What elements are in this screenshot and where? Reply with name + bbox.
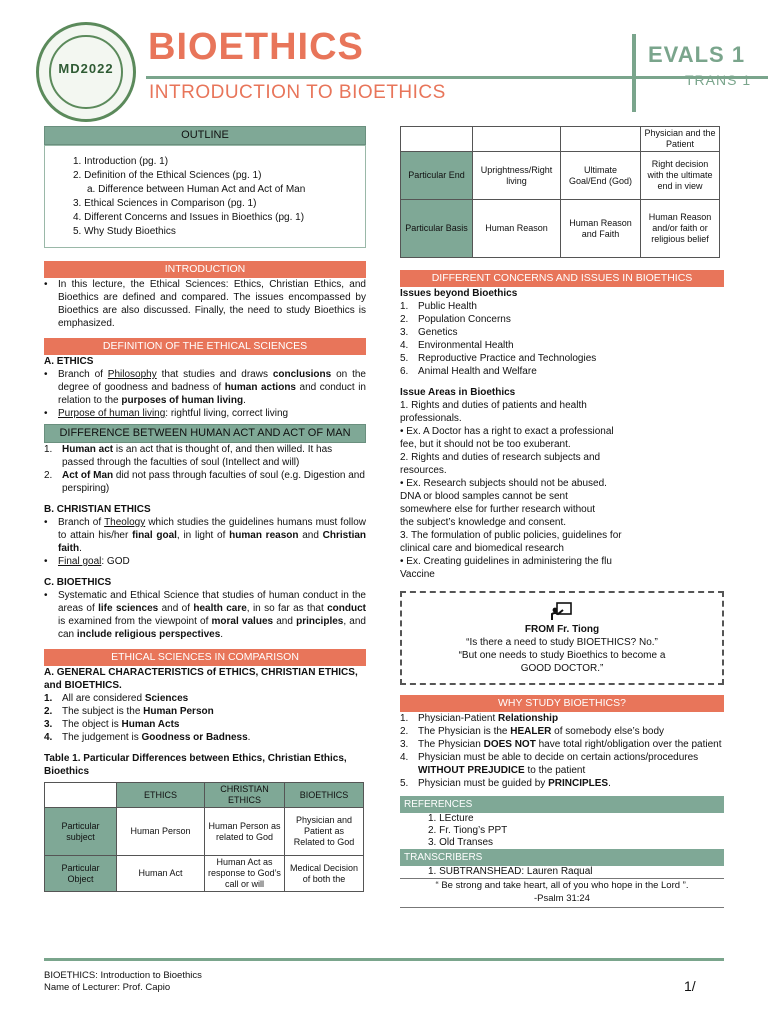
why-heading: WHY STUDY BIOETHICS? bbox=[400, 695, 724, 712]
issue-item: 6. Animal Health and Welfare bbox=[400, 366, 537, 377]
difference-item: 2. Act of Man did not pass through faculties of soul (e.g. Digestion and perspiring) bbox=[44, 470, 365, 494]
list-text: Physician must be able to decide on certain actions/procedures WITHOUT PREJUDICE to the patient bbox=[418, 752, 699, 776]
list-text: The subject is the Human Person bbox=[62, 706, 214, 717]
list-item bbox=[400, 712, 724, 725]
trans-label: TRANS 1 bbox=[685, 72, 752, 88]
table-cell: Medical Decision of both the bbox=[285, 856, 364, 892]
header-divider bbox=[146, 76, 768, 79]
issue-area-line: professionals. bbox=[400, 413, 462, 424]
table-row bbox=[401, 152, 720, 200]
md2022-logo bbox=[36, 22, 136, 122]
list-number: 3. bbox=[44, 719, 53, 730]
list-text: The object is Human Acts bbox=[62, 719, 180, 730]
outline-heading: OUTLINE bbox=[44, 126, 366, 145]
footer-lecturer: Name of Lecturer: Prof. Capio bbox=[44, 982, 171, 993]
issue-area-line: fee, but it should not be too exuberant. bbox=[400, 439, 571, 450]
right-column bbox=[400, 126, 724, 908]
list-item bbox=[44, 718, 366, 731]
list-text: All are considered Sciences bbox=[62, 693, 189, 704]
verse: “ Be strong and take heart, all of you who hope in the Lord ”. bbox=[400, 878, 724, 892]
issue-areas-label: Issue Areas in Bioethics bbox=[400, 387, 516, 398]
outline-item: 2. Definition of the Ethical Sciences (pg. 1) bbox=[73, 170, 262, 181]
table-caption: Table 1. Particular Differences between Ethics, Christian Ethics, Bioethics bbox=[44, 753, 347, 777]
references-section bbox=[400, 796, 724, 908]
transcribers-heading: TRANSCRIBERS bbox=[400, 849, 724, 866]
issue-area-line: • Ex. Research subjects should not be abused. bbox=[400, 478, 607, 489]
outline-item: a. Difference between Human Act and Act of Man bbox=[87, 184, 306, 195]
comparison-table-continued bbox=[400, 126, 720, 258]
transcriber-item: 1. SUBTRANSHEAD: Lauren Raqual bbox=[428, 866, 593, 877]
list-item bbox=[44, 705, 366, 718]
list-item bbox=[44, 692, 366, 705]
list-text: The Physician is the HEALER of somebody else’s body bbox=[418, 726, 665, 737]
table-header-row bbox=[45, 783, 364, 808]
table-cell: Physician and Patient as Related to God bbox=[285, 808, 364, 856]
introduction-paragraph: • In this lecture, the Ethical Sciences: Ethics, Christian Ethics, and Bioethics are defined and compared. The issues encompassed by Bioethics are also discussed. Finally, the need to study Bioethics is emphasized. bbox=[44, 279, 366, 329]
table-cell: Ultimate Goal/End (God) bbox=[561, 152, 641, 200]
header-vertical-divider bbox=[632, 34, 636, 112]
issue-item: 5. Reproductive Practice and Technologies bbox=[400, 353, 597, 364]
list-number: 2. bbox=[400, 726, 409, 737]
ethics-label: A. ETHICS bbox=[44, 356, 94, 367]
christian-ethics-bullet: • Branch of Theology which studies the guidelines humans must follow to attain his/her final goal, in light of human reason and Christian faith. bbox=[44, 517, 367, 554]
table-row bbox=[45, 856, 364, 892]
issue-area-line: Vaccine bbox=[400, 569, 435, 580]
list-number: 3. bbox=[400, 739, 409, 750]
list-number: 4. bbox=[44, 732, 53, 743]
footer-divider bbox=[44, 958, 724, 961]
list-item bbox=[400, 751, 724, 777]
list-item bbox=[400, 725, 724, 738]
table-row bbox=[401, 200, 720, 258]
why-list bbox=[400, 712, 724, 790]
footer bbox=[44, 970, 202, 994]
ethics-bullet: • Branch of Philosophy that studies and draws conclusions on the degree of goodness and badness of human actions and conduct in relation to the purposes of human living. bbox=[44, 369, 366, 406]
table-cell: Uprightness/Right living bbox=[473, 152, 561, 200]
quote-box bbox=[400, 591, 724, 685]
bioethics-bullet: • Systematic and Ethical Science that studies of human conduct in the areas of life sciences and of health care, in so far as that conduct is examined from the viewpoint of moral values and principles, and can include religious perspectives. bbox=[44, 590, 366, 640]
concerns-heading: DIFFERENT CONCERNS AND ISSUES IN BIOETHICS bbox=[400, 270, 724, 287]
reference-item: 2. Fr. Tiong’s PPT bbox=[428, 825, 508, 836]
final-goal-bullet: • Final goal: GOD bbox=[44, 556, 130, 567]
table-row bbox=[45, 808, 364, 856]
issue-item: 4. Environmental Health bbox=[400, 340, 514, 351]
table-row-header: Particular Object bbox=[45, 856, 117, 892]
introduction-heading: INTRODUCTION bbox=[44, 261, 366, 278]
issue-areas-list bbox=[400, 399, 724, 581]
list-number: 1. bbox=[44, 693, 53, 704]
issues-beyond-list bbox=[400, 300, 724, 378]
list-number: 2. bbox=[44, 706, 53, 717]
definition-heading: DEFINITION OF THE ETHICAL SCIENCES bbox=[44, 338, 366, 355]
issue-area-line: • Ex. A Doctor has a right to exact a professional bbox=[400, 426, 614, 437]
difference-heading: DIFFERENCE BETWEEN HUMAN ACT AND ACT OF MAN bbox=[44, 424, 366, 443]
table-cell: Human Reason bbox=[473, 200, 561, 258]
issue-area-line: the subject’s knowledge and consent. bbox=[400, 517, 567, 528]
outline-item: 1. Introduction (pg. 1) bbox=[73, 156, 169, 167]
table-cell: Human Reason and/or faith or religious belief bbox=[641, 200, 720, 258]
issues-beyond-label: Issues beyond Bioethics bbox=[400, 288, 518, 299]
reference-item: 1. LEcture bbox=[428, 813, 474, 824]
table-header-cell: CHRISTIAN ETHICS bbox=[205, 783, 285, 808]
table-cell: Physician and the Patient bbox=[641, 127, 720, 152]
quote-source: FROM Fr. Tiong bbox=[524, 624, 600, 635]
bioethics-label: C. BIOETHICS bbox=[44, 577, 112, 588]
logo-text: MD2022 bbox=[58, 61, 114, 76]
table-row bbox=[401, 127, 720, 152]
table-cell: Human Person bbox=[117, 808, 205, 856]
table-row-header: Particular subject bbox=[45, 808, 117, 856]
quote-line: “But one needs to study Bioethics to become a GOOD DOCTOR.” bbox=[458, 650, 666, 674]
issue-item: 1. Public Health bbox=[400, 301, 477, 312]
page-title: BIOETHICS bbox=[148, 26, 364, 68]
general-characteristics-list bbox=[44, 692, 366, 744]
issue-item: 2. Population Concerns bbox=[400, 314, 511, 325]
page-header bbox=[0, 0, 768, 120]
person-icon bbox=[412, 601, 712, 623]
table-row-header: Particular End bbox=[401, 152, 473, 200]
list-item bbox=[400, 738, 724, 751]
issue-area-line: somewhere else for further research without bbox=[400, 504, 596, 515]
issue-item: 3. Genetics bbox=[400, 327, 458, 338]
table-cell: Human Act as response to God’s call or will bbox=[205, 856, 285, 892]
ethics-purpose-bullet: • Purpose of human living: rightful living, correct living bbox=[44, 408, 289, 419]
references-heading: REFERENCES bbox=[400, 796, 724, 813]
page-number: 1/ bbox=[684, 978, 696, 994]
issue-area-line: 2. Rights and duties of research subjects and bbox=[400, 452, 601, 463]
list-item bbox=[400, 777, 724, 790]
issue-area-line: 3. The formulation of public policies, guidelines for bbox=[400, 530, 622, 541]
table-cell: Human Act bbox=[117, 856, 205, 892]
table-cell: Human Person as related to God bbox=[205, 808, 285, 856]
table-row-header: Particular Basis bbox=[401, 200, 473, 258]
issue-area-line: clinical care and biomedical research bbox=[400, 543, 564, 554]
list-item bbox=[44, 731, 366, 744]
page-subtitle: INTRODUCTION TO BIOETHICS bbox=[149, 82, 446, 103]
left-column bbox=[44, 126, 366, 892]
list-number: 4. bbox=[400, 752, 409, 763]
list-text: The judgement is Goodness or Badness. bbox=[62, 732, 251, 743]
outline-box bbox=[44, 145, 366, 248]
table-cell: Human Reason and Faith bbox=[561, 200, 641, 258]
issue-area-line: resources. bbox=[400, 465, 447, 476]
issue-area-line: 1. Rights and duties of patients and health bbox=[400, 400, 587, 411]
issue-area-line: • Ex. Creating guidelines in administering the flu bbox=[400, 556, 612, 567]
issue-area-line: DNA or blood samples cannot be sent bbox=[400, 491, 568, 502]
outline-item: 5. Why Study Bioethics bbox=[73, 226, 176, 237]
outline-item: 4. Different Concerns and Issues in Bioethics (pg. 1) bbox=[73, 212, 305, 223]
christian-ethics-label: B. CHRISTIAN ETHICS bbox=[44, 504, 151, 515]
list-text: Physician must be guided by PRINCIPLES. bbox=[418, 778, 611, 789]
quote-line: “Is there a need to study BIOETHICS? No.” bbox=[466, 637, 658, 648]
list-number: 5. bbox=[400, 778, 409, 789]
outline-item: 3. Ethical Sciences in Comparison (pg. 1) bbox=[73, 198, 257, 209]
difference-item: 1. Human act is an act that is thought of, and then willed. It has passed through the faculties of soul (Intellect and will) bbox=[44, 444, 333, 468]
table-header-cell: BIOETHICS bbox=[285, 783, 364, 808]
list-number: 1. bbox=[400, 713, 409, 724]
list-text: The Physician DOES NOT have total right/obligation over the patient bbox=[418, 739, 722, 750]
list-text: Physician-Patient Relationship bbox=[418, 713, 559, 724]
footer-course: BIOETHICS: Introduction to Bioethics bbox=[44, 970, 202, 981]
comparison-heading: ETHICAL SCIENCES IN COMPARISON bbox=[44, 649, 366, 666]
table-header-cell: ETHICS bbox=[117, 783, 205, 808]
evals-label: EVALS 1 bbox=[648, 42, 746, 67]
table-cell: Right decision with the ultimate end in view bbox=[641, 152, 720, 200]
reference-item: 3. Old Transes bbox=[428, 837, 494, 848]
comparison-table bbox=[44, 782, 364, 892]
verse-reference: -Psalm 31:24 bbox=[400, 892, 724, 908]
general-characteristics-label: A. GENERAL CHARACTERISTICS of ETHICS, CHRISTIAN ETHICS, and BIOETHICS. bbox=[44, 667, 358, 691]
